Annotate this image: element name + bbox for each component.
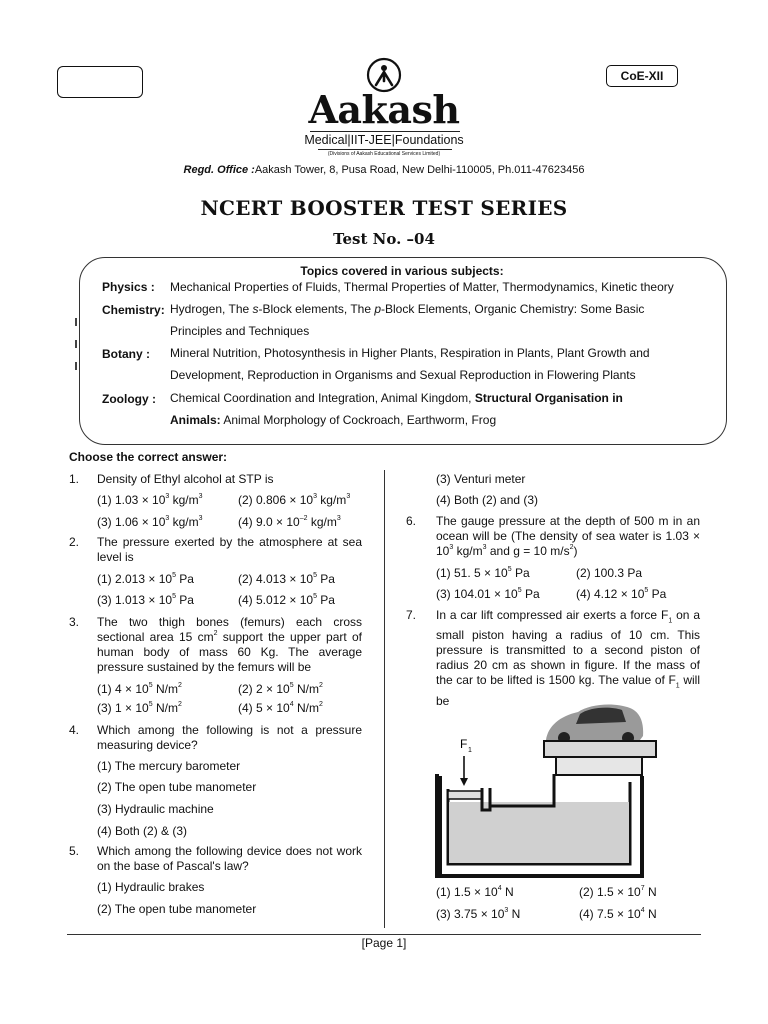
text-fragment: Pa (316, 593, 335, 607)
option (97, 682, 182, 696)
text-fragment: (1) 4 × 10 (97, 682, 149, 696)
chemistry-text: -Block Elements, Organic Chemistry: Some Basic (381, 302, 645, 316)
chemistry-text: Principles and Techniques (170, 324, 310, 338)
option (238, 593, 335, 607)
text-fragment: (4) 5 × 10 (238, 701, 290, 715)
text-fragment: 5 (644, 587, 649, 594)
text-fragment: 5 (517, 587, 522, 594)
test-number: Test No. –04 (333, 230, 435, 248)
option: (1) Hydraulic brakes (97, 880, 205, 894)
text-fragment: (3) 1.013 × 10 (97, 593, 173, 607)
option: (3) Venturi meter (436, 472, 526, 486)
text-fragment: and g = 10 m/s (486, 544, 570, 558)
question-text: Density of Ethyl alcohol at STP is (97, 472, 274, 486)
text-fragment: 5 (172, 593, 176, 600)
text-fragment: (4) 9.0 × 10 (238, 515, 300, 529)
text-fragment: N (508, 907, 521, 921)
chemistry-text: p (374, 302, 382, 316)
brand-rule (318, 149, 452, 150)
text-fragment: (2) 0.806 × 10 (238, 493, 314, 507)
option: (2) 100.3 Pa (576, 566, 643, 580)
text-fragment: (4) 4.12 × 10 (576, 587, 645, 601)
instructions: Choose the correct answer: (69, 450, 228, 464)
text-fragment: 3 (504, 907, 509, 914)
chemistry-text: Hydrogen, The (170, 302, 253, 316)
option: (3) Hydraulic machine (97, 802, 214, 816)
office-address: Aakash Tower, 8, Pusa Road, New Delhi-110005, Ph.011-47623456 (254, 164, 585, 176)
text-fragment: (3) 1 × 10 (97, 701, 149, 715)
option (436, 566, 530, 580)
text-fragment: 3 (198, 493, 203, 500)
text-fragment: Pa (521, 587, 540, 601)
botany-topics (170, 342, 710, 386)
margin-mark (75, 340, 77, 348)
brand-division: (Divisions of Aakash Educational Services Limited) (327, 151, 441, 157)
text-fragment: ) (573, 544, 578, 558)
option (436, 587, 540, 601)
brand-name: Aakash (308, 87, 460, 132)
option (238, 701, 323, 715)
footer-rule (67, 934, 701, 935)
text-fragment: N/m (293, 701, 319, 715)
question-text: Which among the following is not a pressure measuring device? (97, 723, 362, 752)
text-fragment: N/m (293, 682, 319, 696)
text-fragment: support the upper part of human body of mass 60 Kg. The average pressure sustained by the femurs will be (97, 630, 362, 674)
column-divider (384, 470, 385, 928)
zoology-topics (170, 387, 710, 431)
option: (2) The open tube manometer (97, 780, 257, 794)
zoology-text: Chemical Coordination and Integration, Animal Kingdom, (170, 391, 475, 405)
text-fragment: 5 (148, 682, 153, 689)
text-fragment: kg/m (307, 515, 337, 529)
text-fragment: 4 (497, 885, 502, 892)
text-fragment: Pa (648, 587, 667, 601)
text-fragment: kg/m (453, 544, 483, 558)
text-fragment: (1) 1.03 × 10 (97, 493, 166, 507)
botany-text: Development, Reproduction in Organisms and Sexual Reproduction in Flowering Plants (170, 368, 636, 382)
text-fragment: 3 (165, 493, 170, 500)
text-fragment: (1) 1.5 × 10 (436, 885, 498, 899)
text-fragment: N (501, 885, 514, 899)
option (97, 515, 203, 529)
text-fragment: (2) 4.013 × 10 (238, 572, 314, 586)
question-number: 2. (69, 535, 80, 549)
option: (1) The mercury barometer (97, 759, 241, 773)
paper-code: CoE-XII (606, 65, 678, 87)
physics-label: Physics : (102, 280, 155, 294)
car-lift-figure (430, 694, 662, 880)
text-fragment: (1) 2.013 × 10 (97, 572, 173, 586)
chemistry-text: s (252, 302, 259, 316)
text-fragment: 3 (346, 493, 351, 500)
text-fragment: 5 (507, 566, 512, 573)
registered-office (0, 164, 768, 176)
option (238, 682, 323, 696)
option (579, 885, 657, 899)
brand-rule (310, 131, 460, 132)
option (97, 572, 194, 586)
text-fragment: (4) 5.012 × 10 (238, 593, 314, 607)
margin-mark (75, 318, 77, 326)
text-fragment: will be (436, 673, 700, 708)
text-fragment: 3 (449, 544, 454, 551)
text-fragment: In a car lift compressed air exerts a force F (436, 608, 669, 622)
text-fragment: (2) 2 × 10 (238, 682, 290, 696)
physics-topics: Mechanical Properties of Fluids, Thermal Properties of Matter, Thermodynamics, Kinetic theory (170, 280, 674, 294)
text-fragment: 3 (165, 515, 170, 522)
text-fragment: kg/m (169, 493, 199, 507)
car-icon (546, 705, 643, 744)
text-fragment: Pa (316, 572, 335, 586)
brand-subtitle: Medical|IIT-JEE|Foundations (304, 133, 464, 147)
text-fragment: 2 (569, 544, 574, 551)
text-fragment: 1 (668, 617, 673, 625)
text-fragment: 2 (177, 701, 182, 708)
text-fragment: 5 (313, 572, 317, 579)
text-fragment: 3 (198, 515, 203, 522)
option: (4) Both (2) & (3) (97, 824, 188, 838)
option: (2) The open tube manometer (97, 902, 257, 916)
option (436, 907, 520, 921)
text-fragment: The gauge pressure at the depth of 500 m in an ocean will be (The density of sea water is 1.03 × 10 (436, 514, 700, 558)
chemistry-label: Chemistry: (102, 303, 165, 317)
text-fragment: N/m (152, 701, 178, 715)
option (436, 885, 514, 899)
page-number: [Page 1] (361, 936, 407, 950)
text-fragment: 5 (172, 572, 176, 579)
text-fragment: kg/m (169, 515, 199, 529)
text-fragment: (1) 51. 5 × 10 (436, 566, 508, 580)
office-label: Regd. Office : (183, 164, 255, 176)
text-fragment: Pa (175, 593, 194, 607)
text-fragment: (3) 1.06 × 10 (97, 515, 166, 529)
text-fragment: –2 (299, 515, 308, 522)
question-number: 4. (69, 723, 80, 737)
chemistry-text: -Block elements, The (258, 302, 375, 316)
question-text (97, 615, 362, 675)
question-text: The pressure exerted by the atmosphere at sea level is (97, 535, 362, 564)
zoology-text: Animals: (170, 413, 221, 427)
force-label: F (460, 737, 468, 751)
text-fragment: The two thigh bones (femurs) each cross sectional area 15 cm (97, 615, 362, 644)
page-title: NCERT BOOSTER TEST SERIES (200, 196, 568, 220)
text-fragment: 2 (318, 682, 323, 689)
text-fragment: 3 (482, 544, 487, 551)
margin-mark (75, 362, 77, 370)
text-fragment: 2 (177, 682, 182, 689)
question-text: Which among the following device does not work on the base of Pascal's law? (97, 844, 362, 873)
option: (4) Both (2) and (3) (436, 493, 539, 507)
roll-number-box (57, 66, 143, 98)
topics-heading: Topics covered in various subjects: (300, 264, 504, 278)
option (97, 493, 203, 507)
question-number: 6. (406, 514, 417, 528)
text-fragment: 3 (336, 515, 341, 522)
botany-label: Botany : (102, 347, 150, 361)
chemistry-topics (170, 298, 710, 342)
text-fragment: Pa (175, 572, 194, 586)
option (238, 493, 350, 507)
text-fragment: N (644, 885, 657, 899)
text-fragment: (4) 7.5 × 10 (579, 907, 641, 921)
text-fragment: 2 (213, 630, 218, 637)
option (579, 907, 657, 921)
option (576, 587, 666, 601)
question-number: 5. (69, 844, 80, 858)
text-fragment: 5 (148, 701, 153, 708)
botany-text: Mineral Nutrition, Photosynthesis in Higher Plants, Respiration in Plants, Plant Growth and (170, 346, 650, 360)
text-fragment: N/m (152, 682, 178, 696)
zoology-text: Structural Organisation in (474, 391, 623, 405)
text-fragment: on a small piston having a radius of 10 cm. This pressure is transmitted to a second piston of radius 20 cm as shown in figure. If the mass of the car to be lifted is 1500 kg. The value of F (436, 608, 700, 688)
option (97, 593, 194, 607)
text-fragment: 5 (313, 593, 317, 600)
force-sub: 1 (468, 747, 472, 754)
text-fragment: N (644, 907, 657, 921)
option (238, 572, 335, 586)
text-fragment: 7 (640, 885, 645, 892)
text-fragment: (3) 3.75 × 10 (436, 907, 505, 921)
text-fragment: Pa (511, 566, 530, 580)
text-fragment: kg/m (316, 493, 347, 507)
text-fragment: 2 (318, 701, 323, 708)
text-fragment: 4 (640, 907, 645, 914)
option (97, 701, 182, 715)
zoology-text: Animal Morphology of Cockroach, Earthworm, Frog (220, 413, 497, 427)
text-fragment: 5 (289, 682, 294, 689)
question-text (436, 514, 700, 559)
text-fragment: 3 (313, 493, 317, 500)
zoology-label: Zoology : (102, 392, 156, 406)
text-fragment: (2) 1.5 × 10 (579, 885, 641, 899)
question-number: 1. (69, 472, 80, 486)
option (238, 515, 341, 529)
text-fragment: (3) 104.01 × 10 (436, 587, 518, 601)
question-number: 3. (69, 615, 80, 629)
question-number: 7. (406, 608, 417, 622)
text-fragment: 1 (675, 682, 680, 690)
text-fragment: 4 (289, 701, 294, 708)
